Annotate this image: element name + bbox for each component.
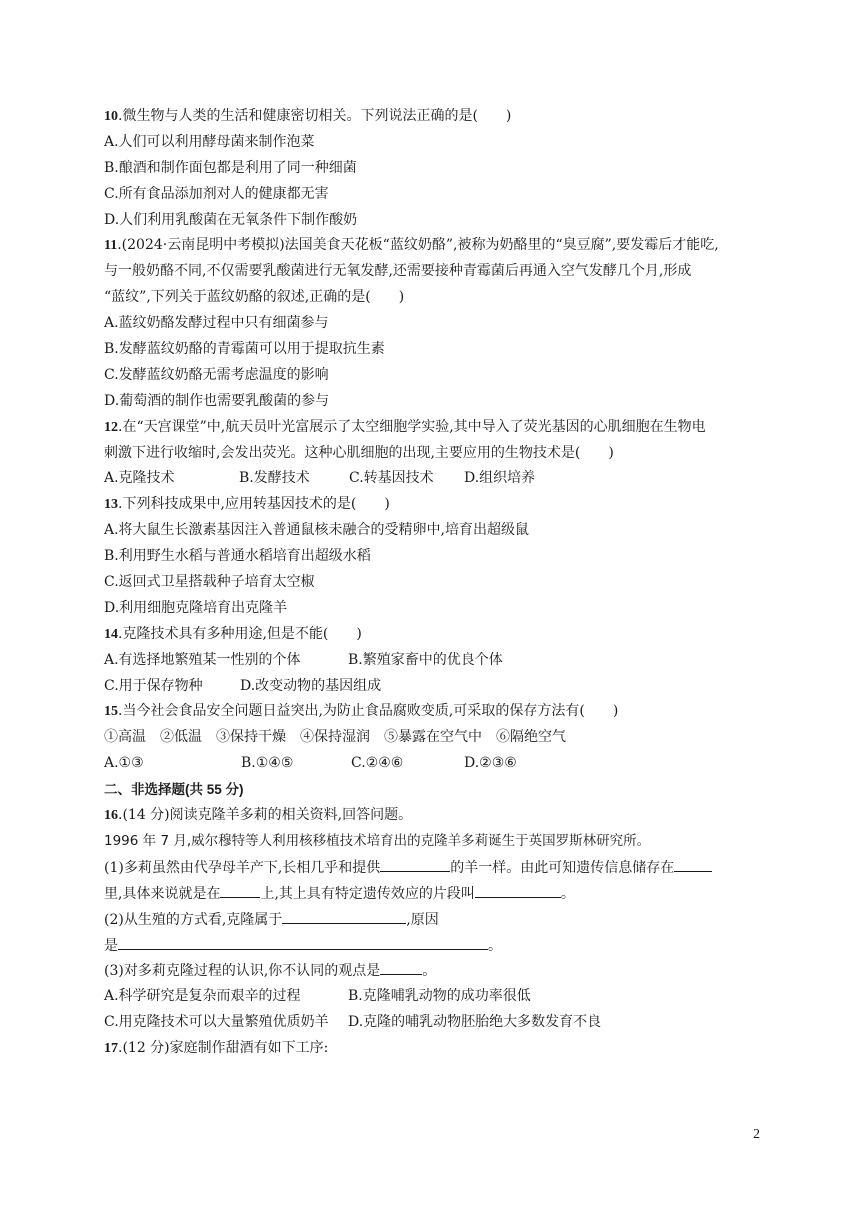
q15-option-c[interactable]: C.②④⑥	[351, 755, 404, 772]
q13-option-c[interactable]: C.返回式卫星搭载种子培育太空椒	[104, 574, 315, 591]
q14-option-d[interactable]: D.改变动物的基因组成	[240, 677, 382, 694]
q11-option-d[interactable]: D.葡萄酒的制作也需要乳酸菌的参与	[104, 392, 330, 409]
question-text: .(12 分)家庭制作甜酒有如下工序:	[118, 1040, 329, 1057]
q13-option-d[interactable]: D.利用细胞克隆培育出克隆羊	[104, 599, 288, 616]
question-text: ,原因	[406, 911, 439, 928]
q15-item: ①高温	[104, 729, 146, 746]
q13-option-a[interactable]: A.将大鼠生长激素基因注入普通鼠核未融合的受精卵中,培育出超级鼠	[104, 522, 530, 539]
q10-option-b[interactable]: B.酿酒和制作面包都是利用了同一种细菌	[104, 159, 357, 176]
q15-item: ⑥隔绝空气	[496, 729, 566, 746]
question-text: (1)多莉虽然由代孕母羊产下,长相几乎和提供	[104, 859, 381, 876]
q16-option-b[interactable]: B.克隆哺乳动物的成功率很低	[348, 988, 531, 1005]
q16-material: 1996 年 7 月,威尔穆特等人利用核移植技术培育出的克隆羊多莉诞生于英国罗斯林研究所。	[104, 832, 651, 849]
punctuation: 。	[488, 937, 502, 954]
question-text: .下列科技成果中,应用转基因技术的是(	[118, 496, 357, 513]
q12-stem-line1	[104, 415, 764, 441]
q14-stem	[104, 622, 764, 648]
q16-part2-line2	[104, 933, 764, 959]
question-text: .(14 分)阅读克隆羊多莉的相关资料,回答问题。	[118, 807, 413, 824]
q16-option-a[interactable]: A.科学研究是复杂而艰辛的过程	[104, 988, 301, 1005]
q13-option-b[interactable]: B.利用野生水稻与普通水稻培育出超级水稻	[104, 548, 371, 565]
question-number: 12	[104, 419, 118, 435]
q10-option-a[interactable]: A.人们可以利用酵母菌来制作泡菜	[104, 133, 315, 150]
punctuation: 。	[560, 885, 575, 902]
question-number: 16	[104, 808, 118, 824]
question-number: 10	[104, 109, 118, 124]
q15-item: ②低温	[160, 729, 202, 746]
q16-part3	[104, 958, 764, 984]
question-text: .当今社会食品安全问题日益突出,为防止食品腐败变质,可采取的保存方法有(	[118, 703, 585, 720]
page-number: 2	[753, 1127, 760, 1142]
q16-part1-line2	[104, 881, 764, 907]
punctuation: 。	[422, 963, 437, 980]
question-number: 15	[104, 704, 118, 720]
q14-option-b[interactable]: B.繁殖家畜中的优良个体	[348, 651, 503, 668]
q11-option-c[interactable]: C.发酵蓝纹奶酪无需考虑温度的影响	[104, 366, 329, 383]
answer-blank[interactable]	[475, 881, 561, 898]
paren-close: )	[356, 625, 362, 642]
q11-stem-line1	[104, 233, 764, 259]
q11-stem-line3	[104, 285, 764, 311]
q15-option-a[interactable]: A.①③	[104, 755, 144, 772]
page-content	[104, 104, 764, 1062]
q15-option-d[interactable]: D.②③⑥	[464, 755, 517, 772]
q16-option-c[interactable]: C.用克隆技术可以大量繁殖优质奶羊	[104, 1014, 329, 1031]
question-text: (3)对多莉克隆过程的认识,你不认同的观点是	[104, 963, 381, 980]
q11-stem-line2: 与一般奶酪不同,不仅需要乳酸菌进行无氧发酵,还需要接种青霉菌后再通入空气发酵几个月,形成	[104, 263, 692, 280]
q12-option-c[interactable]: C.转基因技术	[349, 470, 434, 487]
q16-options-row2	[104, 1010, 764, 1036]
q15-options	[104, 751, 764, 777]
q12-option-a[interactable]: A.克隆技术	[104, 470, 175, 487]
q13-stem	[104, 492, 764, 518]
q15-item: ④保持湿润	[300, 729, 370, 746]
question-number: 17	[104, 1041, 118, 1057]
q10-option-d[interactable]: D.人们利用乳酸菌在无氧条件下制作酸奶	[104, 211, 358, 228]
answer-blank[interactable]	[220, 881, 260, 898]
question-text: .在“天宫课堂”中,航天员叶光富展示了太空细胞学实验,其中导入了荧光基因的心肌细胞在生物电	[118, 418, 706, 435]
q15-item: ③保持干燥	[216, 729, 286, 746]
q17-stem	[104, 1036, 764, 1062]
question-text: 上,其上具有特定遗传效应的片段叫	[260, 885, 475, 902]
q15-stem	[104, 699, 764, 725]
q16-option-d[interactable]: D.克隆的哺乳动物胚胎绝大多数发育不良	[348, 1014, 602, 1031]
question-text: 是	[104, 937, 118, 954]
answer-blank[interactable]	[380, 855, 450, 872]
q10-stem	[104, 104, 764, 130]
q14-options-row2	[104, 674, 764, 700]
paren-close: )	[384, 496, 390, 513]
answer-blank[interactable]	[380, 958, 422, 975]
section-heading: 二、非选择题(共 55 分)	[104, 782, 244, 798]
q15-option-b[interactable]: B.①④⑤	[241, 755, 294, 772]
answer-blank[interactable]	[118, 933, 488, 950]
q16-options-row1	[104, 984, 764, 1010]
answer-blank[interactable]	[674, 855, 712, 872]
question-text: .微生物与人类的生活和健康密切相关。下列说法正确的是(	[118, 108, 478, 124]
question-number: 11	[104, 238, 118, 254]
q14-options-row1	[104, 648, 764, 674]
answer-blank[interactable]	[282, 907, 406, 924]
question-text: (2)从生殖的方式看,克隆属于	[104, 911, 283, 928]
paren-close: )	[612, 703, 619, 720]
q12-option-d[interactable]: D.组织培养	[464, 470, 536, 487]
question-number: 14	[104, 626, 118, 642]
question-text: .克隆技术具有多种用途,但是不能(	[118, 625, 329, 642]
q15-item: ⑤暴露在空气中	[384, 729, 482, 746]
q16-part1-line1	[104, 855, 764, 881]
question-text: 里,具体来说就是在	[104, 885, 221, 902]
q12-options	[104, 466, 764, 492]
q15-items	[104, 725, 764, 751]
paren-close: )	[608, 444, 614, 461]
question-text: “蓝纹”,下列关于蓝纹奶酪的叙述,正确的是(	[104, 289, 371, 306]
paren-close: )	[505, 108, 512, 124]
q12-option-b[interactable]: B.发酵技术	[239, 470, 310, 487]
q11-option-b[interactable]: B.发酵蓝纹奶酪的青霉菌可以用于提取抗生素	[104, 341, 385, 358]
q16-stem	[104, 803, 764, 829]
q14-option-a[interactable]: A.有选择地繁殖某一性别的个体	[104, 651, 301, 668]
q12-stem-line2	[104, 441, 764, 467]
q16-part2-line1	[104, 907, 764, 933]
question-text: .(2024·云南昆明中考模拟)法国美食天花板“蓝纹奶酪”,被称为奶酪里的“臭豆腐”,要发霉后才能吃,	[117, 237, 719, 254]
q14-option-c[interactable]: C.用于保存物种	[104, 677, 203, 694]
paren-close: )	[398, 289, 405, 306]
question-number: 13	[104, 497, 118, 513]
q11-option-a[interactable]: A.蓝纹奶酪发酵过程中只有细菌参与	[104, 315, 329, 332]
q10-option-c[interactable]: C.所有食品添加剂对人的健康都无害	[104, 185, 329, 202]
question-text: 的羊一样。由此可知遗传信息储存在	[450, 859, 675, 876]
question-text: 刺激下进行收缩时,会发出荧光。这种心肌细胞的出现,主要应用的生物技术是(	[104, 444, 581, 461]
